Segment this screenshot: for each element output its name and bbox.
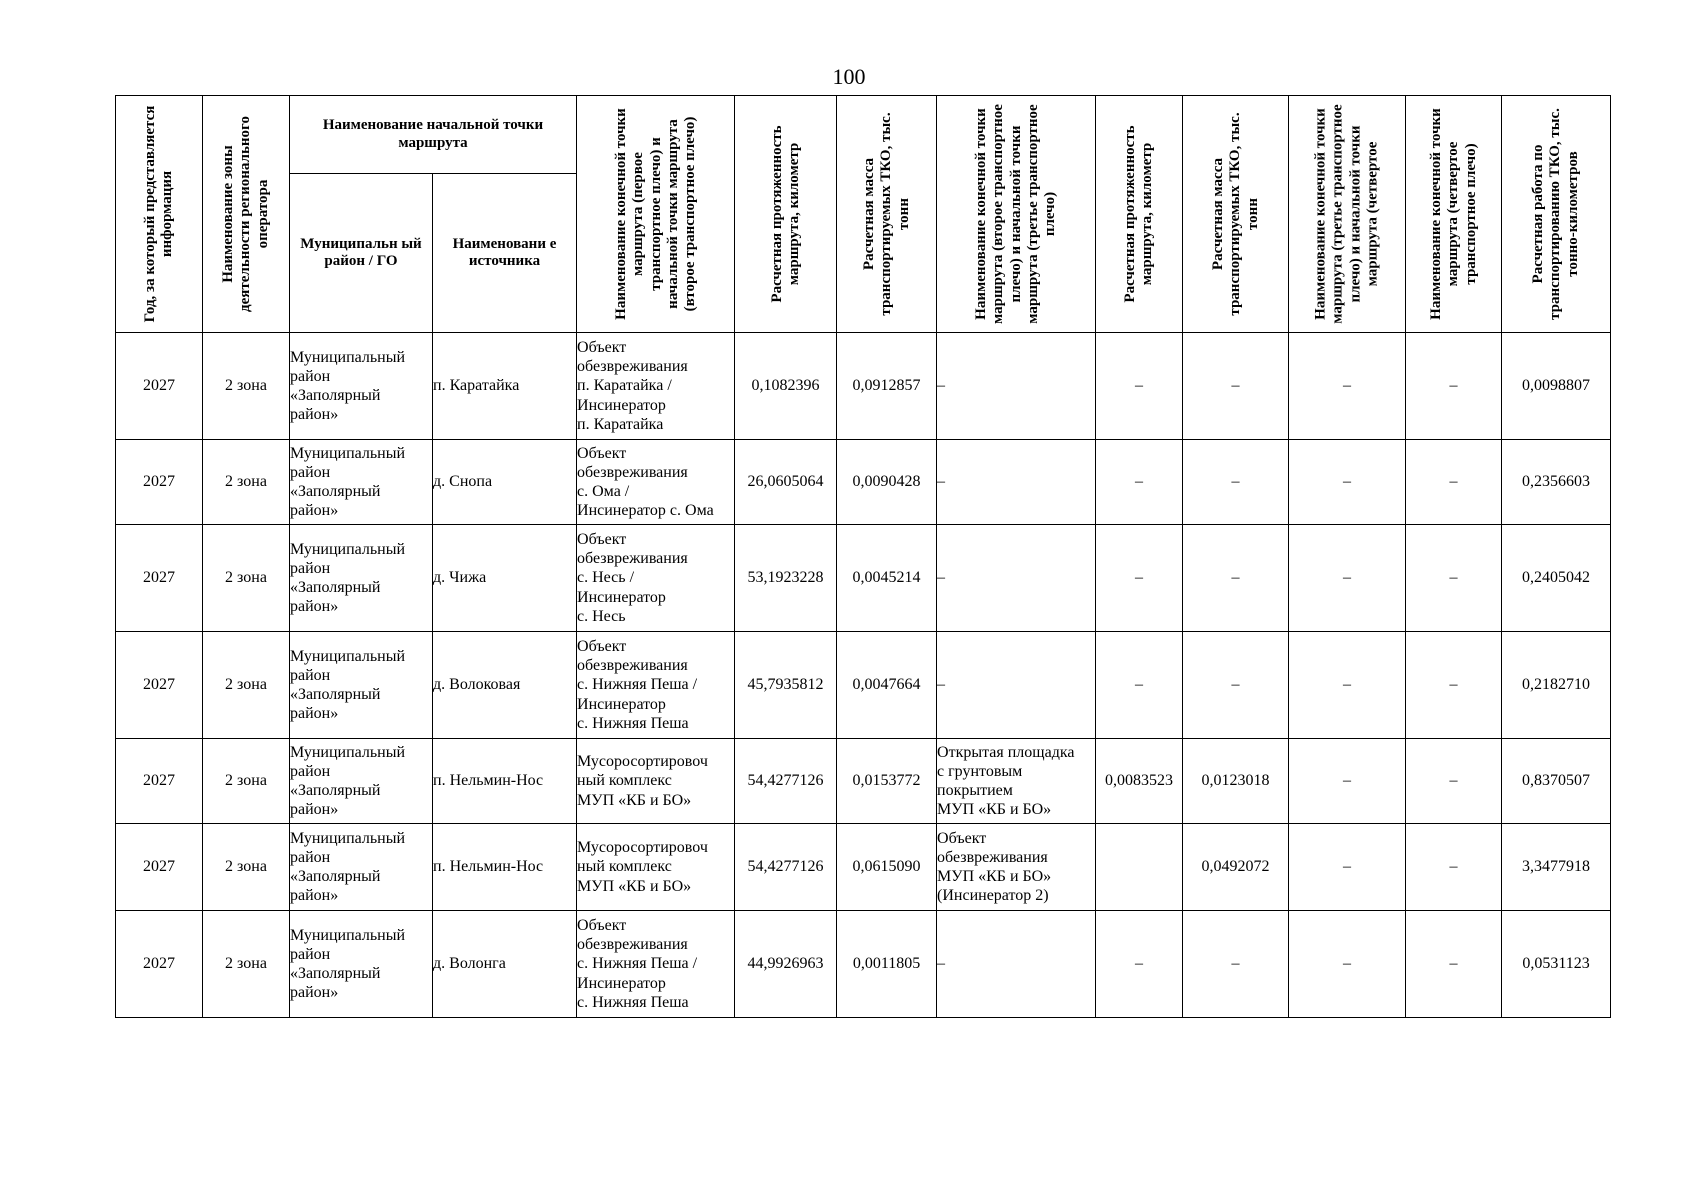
cell-municipality: Муниципальный район «Заполярный район»: [290, 824, 433, 911]
cell-municipality: Муниципальный район «Заполярный район»: [290, 632, 433, 739]
header-mass-2: Расчетная масса транспортируемых ТКО, тыс. тонн: [1183, 96, 1289, 333]
header-length-1: Расчетная протяженность маршрута, километр: [735, 96, 837, 333]
cell-work: 0,2182710: [1502, 632, 1611, 739]
cell-mass-2: 0,0492072: [1183, 824, 1289, 911]
cell-end-point-4: –: [1406, 333, 1502, 440]
cell-year: 2027: [116, 440, 203, 525]
cell-end-point-1: Объект обезвреживания с. Нижняя Пеша / Инсинератор с. Нижняя Пеша: [577, 911, 735, 1018]
cell-year: 2027: [116, 824, 203, 911]
cell-work: 0,2356603: [1502, 440, 1611, 525]
cell-zone: 2 зона: [203, 525, 290, 632]
cell-municipality: Муниципальный район «Заполярный район»: [290, 525, 433, 632]
cell-mass-1: 0,0090428: [837, 440, 937, 525]
cell-source: д. Волоковая: [433, 632, 577, 739]
cell-mass-2: –: [1183, 525, 1289, 632]
cell-end-point-3: –: [1289, 440, 1406, 525]
page-number: 100: [832, 64, 866, 89]
header-work: Расчетная работа по транспортированию ТКО, тыс. тонно-километров: [1502, 96, 1611, 333]
cell-year: 2027: [116, 525, 203, 632]
cell-mass-2: –: [1183, 632, 1289, 739]
cell-length-2: [1096, 824, 1183, 911]
cell-end-point-3: –: [1289, 911, 1406, 1018]
cell-length-2: –: [1096, 525, 1183, 632]
cell-end-point-4: –: [1406, 632, 1502, 739]
cell-mass-2: –: [1183, 911, 1289, 1018]
cell-length-1: 54,4277126: [735, 824, 837, 911]
cell-end-point-3: –: [1289, 333, 1406, 440]
cell-length-1: 53,1923228: [735, 525, 837, 632]
table-row: [116, 525, 1611, 632]
header-municipality: Муниципальн ый район / ГО: [290, 174, 433, 333]
cell-mass-1: 0,0615090: [837, 824, 937, 911]
cell-source: п. Каратайка: [433, 333, 577, 440]
cell-length-2: –: [1096, 632, 1183, 739]
cell-municipality: Муниципальный район «Заполярный район»: [290, 440, 433, 525]
cell-end-point-1: Объект обезвреживания с. Нижняя Пеша / Инсинератор с. Нижняя Пеша: [577, 632, 735, 739]
table-row: [116, 333, 1611, 440]
cell-end-point-4: –: [1406, 739, 1502, 824]
header-year: Год, за который представляется информация: [116, 96, 203, 333]
header-end-point-2: Наименование конечной точки маршрута (второе транспортное плечо) и начальной точки маршрута (третье транспортное плечо): [937, 96, 1096, 333]
cell-length-2: –: [1096, 911, 1183, 1018]
cell-source: д. Чижа: [433, 525, 577, 632]
cell-end-point-1: Мусоросортировоч ный комплекс МУП «КБ и БО»: [577, 739, 735, 824]
cell-length-2: –: [1096, 440, 1183, 525]
header-end-point-4: Наименование конечной точки маршрута (четвертое транспортное плечо): [1406, 96, 1502, 333]
cell-zone: 2 зона: [203, 824, 290, 911]
header-mass-1: Расчетная масса транспортируемых ТКО, тыс. тонн: [837, 96, 937, 333]
cell-length-1: 54,4277126: [735, 739, 837, 824]
cell-source: п. Нельмин-Нос: [433, 739, 577, 824]
cell-year: 2027: [116, 333, 203, 440]
cell-zone: 2 зона: [203, 333, 290, 440]
cell-mass-2: –: [1183, 333, 1289, 440]
cell-mass-2: –: [1183, 440, 1289, 525]
cell-length-2: –: [1096, 333, 1183, 440]
cell-mass-2: 0,0123018: [1183, 739, 1289, 824]
cell-length-2: 0,0083523: [1096, 739, 1183, 824]
cell-year: 2027: [116, 632, 203, 739]
table-header: [116, 96, 1611, 333]
header-zone: Наименование зоны деятельности регионального оператора: [203, 96, 290, 333]
cell-length-1: 45,7935812: [735, 632, 837, 739]
cell-zone: 2 зона: [203, 739, 290, 824]
cell-end-point-3: –: [1289, 525, 1406, 632]
cell-end-point-2: –: [937, 911, 1096, 1018]
cell-end-point-4: –: [1406, 440, 1502, 525]
table-row: [116, 632, 1611, 739]
cell-work: 3,3477918: [1502, 824, 1611, 911]
cell-end-point-1: Объект обезвреживания с. Несь / Инсинератор с. Несь: [577, 525, 735, 632]
cell-work: 0,0098807: [1502, 333, 1611, 440]
cell-municipality: Муниципальный район «Заполярный район»: [290, 911, 433, 1018]
cell-source: п. Нельмин-Нос: [433, 824, 577, 911]
cell-end-point-1: Мусоросортировоч ный комплекс МУП «КБ и БО»: [577, 824, 735, 911]
header-end-point-3: Наименование конечной точки маршрута (третье транспортное плечо) и начальной точки маршрута (четвертое: [1289, 96, 1406, 333]
cell-work: 0,8370507: [1502, 739, 1611, 824]
cell-end-point-2: –: [937, 525, 1096, 632]
table-row: [116, 739, 1611, 824]
cell-end-point-1: Объект обезвреживания с. Ома / Инсинератор с. Ома: [577, 440, 735, 525]
header-source: Наименовани е источника: [433, 174, 577, 333]
table-row: [116, 440, 1611, 525]
cell-mass-1: 0,0011805: [837, 911, 937, 1018]
cell-work: 0,2405042: [1502, 525, 1611, 632]
cell-work: 0,0531123: [1502, 911, 1611, 1018]
cell-zone: 2 зона: [203, 632, 290, 739]
table-row: [116, 911, 1611, 1018]
cell-end-point-2: –: [937, 333, 1096, 440]
cell-end-point-2: Объект обезвреживания МУП «КБ и БО» (Инсинератор 2): [937, 824, 1096, 911]
cell-end-point-3: –: [1289, 824, 1406, 911]
cell-year: 2027: [116, 911, 203, 1018]
cell-zone: 2 зона: [203, 440, 290, 525]
header-end-point-1: Наименование конечной точки маршрута (первое транспортное плечо) и начальной точки маршрута (второе транспортное плечо): [577, 96, 735, 333]
cell-end-point-3: –: [1289, 739, 1406, 824]
cell-municipality: Муниципальный район «Заполярный район»: [290, 739, 433, 824]
cell-mass-1: 0,0912857: [837, 333, 937, 440]
cell-end-point-4: –: [1406, 525, 1502, 632]
cell-length-1: 0,1082396: [735, 333, 837, 440]
cell-length-1: 44,9926963: [735, 911, 837, 1018]
cell-end-point-3: –: [1289, 632, 1406, 739]
routes-table: [115, 95, 1611, 1018]
header-length-2: Расчетная протяженность маршрута, километр: [1096, 96, 1183, 333]
cell-end-point-2: –: [937, 440, 1096, 525]
table-row: [116, 824, 1611, 911]
cell-zone: 2 зона: [203, 911, 290, 1018]
cell-mass-1: 0,0045214: [837, 525, 937, 632]
cell-source: д. Волонга: [433, 911, 577, 1018]
cell-mass-1: 0,0153772: [837, 739, 937, 824]
cell-end-point-4: –: [1406, 824, 1502, 911]
cell-end-point-1: Объект обезвреживания п. Каратайка / Инсинератор п. Каратайка: [577, 333, 735, 440]
cell-municipality: Муниципальный район «Заполярный район»: [290, 333, 433, 440]
cell-mass-1: 0,0047664: [837, 632, 937, 739]
cell-end-point-2: –: [937, 632, 1096, 739]
cell-length-1: 26,0605064: [735, 440, 837, 525]
cell-end-point-2: Открытая площадка с грунтовым покрытием МУП «КБ и БО»: [937, 739, 1096, 824]
cell-source: д. Снопа: [433, 440, 577, 525]
table-body: [116, 333, 1611, 1018]
cell-year: 2027: [116, 739, 203, 824]
cell-end-point-4: –: [1406, 911, 1502, 1018]
header-start-point: Наименование начальной точки маршрута: [290, 96, 577, 174]
